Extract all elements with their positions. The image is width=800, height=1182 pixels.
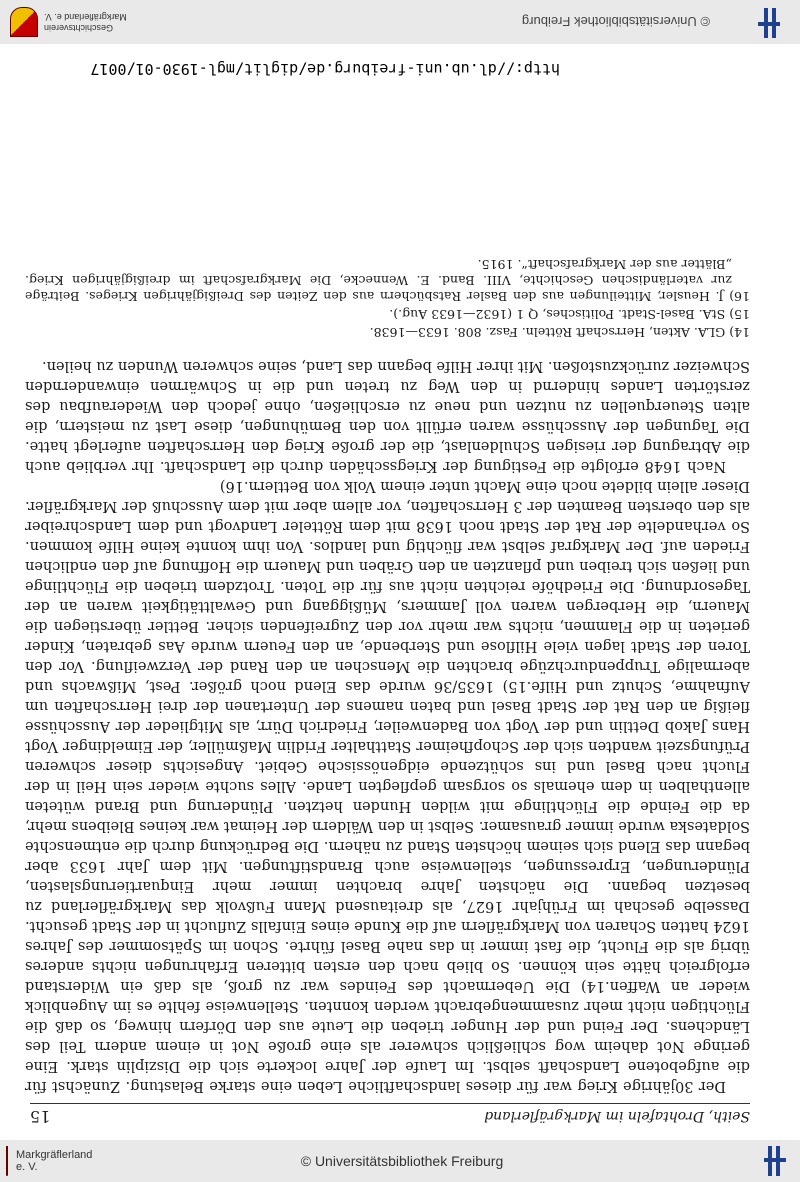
permalink-url[interactable]: http://dl.ub.uni-freiburg.de/diglit/mgl-1930-01/0017 [90, 60, 560, 78]
ub-logo-icon [758, 8, 780, 38]
ub-logo-icon [764, 1146, 786, 1176]
copyright-text: © Universitätsbibliothek Freiburg [300, 1153, 504, 1169]
footnote-16: 16) J. Heusler, Mitteilungen aus den Basler Ratsbüchern aus den Zeiten des Dreißigjährigen Krieges. Beiträge zur vaterländischen Geschichte, VIII. Band. E. Wennecke, Die Markgrafschaft im dreißigjährigen Krieg. „Blätter aus der Markgrafschaft“. 1915. [25, 257, 750, 304]
paragraph-1: Der 30jährige Krieg war für dieses landschaftliche Leben eine starke Belastung. Zunächst für die aufgebotene Landschaft selbst. Im Laufe der Jahre lockerte sich die Disziplin stark. Eine geringe Not daheim wog schließlich schwerer als eine große Not in einem andern Teil des Ländchens. Der Feind und der Hunger trieben die Leute aus den Dörfern hinweg, so daß die Flüchtigen nicht mehr zusammengebracht werden konnten. Stellenweise fehlte es im Augenblick wieder an Waffen.14) Die Uebermacht des Feindes war zu groß, als daß ein Widerstand erfolgreich hätte sein können. So blieb nach den ersten bitteren Erfahrungen nichts anderes übrig als die Flucht, die fast immer in das nahe Basel führte. Schon im Spätsommer des Jahres 1624 hatten Scharen von Markgräflern auf die Kunde eines Einfalls Zuflucht in der Stadt gesucht. Dasselbe geschah im Frühjahr 1627, als dreitausend Mann Fußvolk das Markgräflerland zu besetzen begann. Die nächsten Jahre brachten immer mehr Einquartierungslasten, Plünderungen, Erpressungen, stellenweise auch Brandstiftungen. Mit dem Jahr 1633 aber begann das Elend sich seinem höchsten Stand zu nähern. Die Bedrückung durch die entmenschte Soldateska wurde immer grausamer. Selbst in den Wäldern der Heimat war keines Bleibens mehr, da die Feinde die Flüchtlinge mit wilden Hunden hetzten. Plünderung und Brand wüteten allenthalben in dem ehemals so sorgsam gepflegten Lande. Alles suchte wieder sein Heil in der Flucht nach Basel und ins schützende eidgenössische Gebiet. Angesichts dieser schweren Prüfungszeit wandten sich der Schopfheimer Statthalter Fridlin Maßmüller, der Eimeldinger Vogt Hans Jakob Dettlin und der Vogt von Badenweiler, Friedrich Dürr, als Mitglieder der Ausschüsse fleißig an den Rat der Stadt Basel und baten namens der Untertanen der drei Herrschaften um Aufnahme, Schutz und Hilfe.15) 1635/36 wurde das Elend noch größer. Pest, Mißwachs und abermalige Truppendurchzüge brachten die Menschen an den Rand der Verzweiflung. Vor den Toren der Stadt lagen viele Hilflose und Sterbende, an den Feuern wurde Aas gebraten, Kinder gerieten in die Flammen, nichts war mehr vor den Zugreifenden sicher. Bettler überstiegen die Mauern, die Herbergen waren voll Jammers, Müßiggang und Gewalttätigkeit waren an der Tagesordnung. Die Friedhöfe reichten nicht aus für die Toten. Trotzdem trieben die Flüchtlinge und ließen sich treiben und pflanzten an den Gräben und Mauern die Hoffnung auf den endlichen Frieden auf. Der Markgraf selbst war flüchtig und landlos. Von ihm konnte keine Hilfe kommen. So verhandelte der Rat der Stadt noch 1638 mit dem Rötteler Landvogt und dem Landschreiber als den obersten Beamten der 3 Herrschaften, vor allem aber mit dem Ausschuß der Markgräfler. Dieser allein bildete noch eine Macht unter einem Volk von Bettlern.16) [25, 478, 750, 1094]
footnotes [25, 254, 750, 340]
running-head-title: Seith, Drohtafeln im Markgräflerland [484, 1108, 750, 1124]
body-text [25, 356, 750, 1096]
paragraph-2: Nach 1648 erfolgte die Festigung der Kriegsschäden durch die Landschaft. Ihr verblieb auch die Abtragung der riesigen Schuldenlast, die der große Krieg den Herrschaften auferlegt hatte. Die Tagungen der Ausschüsse waren erfüllt von den Bemühungen, diese Last zu meistern, die alten Steuerquellen zu nutzen und neue zu erschließen, ohne jedoch den Wiederaufbau des zerstörten Landes hindernd in den Weg zu treten und die in Schwärmen einwandernden Schweizer zurückzustoßen. Mit ihrer Hilfe begann das Land, seine schweren Wunden zu heilen. [25, 358, 750, 474]
bottom-left-label: Markgräflerland e. V. [16, 1149, 93, 1173]
geschichtsverein-logo-top [10, 7, 127, 37]
top-right-label-2: Markgräflerland e. V. [44, 12, 127, 22]
running-head [30, 1103, 750, 1132]
geschichtsverein-logo [0, 1140, 93, 1182]
coat-of-arms-icon [6, 1146, 8, 1176]
ub-freiburg-logo-top [720, 0, 800, 44]
coat-of-arms-icon [10, 7, 38, 37]
footnote-14: 14) GLA. Akten, Herrschaft Rötteln. Fasz. 808. 1633—1638. [369, 325, 750, 340]
top-right-label-1: Geschichtsverein [44, 23, 114, 33]
document-page [20, 90, 760, 1140]
viewer-bottom-banner [0, 1140, 800, 1182]
viewer-top-banner [0, 0, 800, 44]
ub-freiburg-logo [752, 1140, 792, 1182]
copyright-text-top: © Universitätsbibliothek Freiburg [521, 14, 710, 30]
footnote-15: 15) StA. Basel-Stadt. Politisches, Q 1 (1632—1633 Aug.). [389, 307, 750, 322]
page-number: 15 [30, 1107, 51, 1126]
